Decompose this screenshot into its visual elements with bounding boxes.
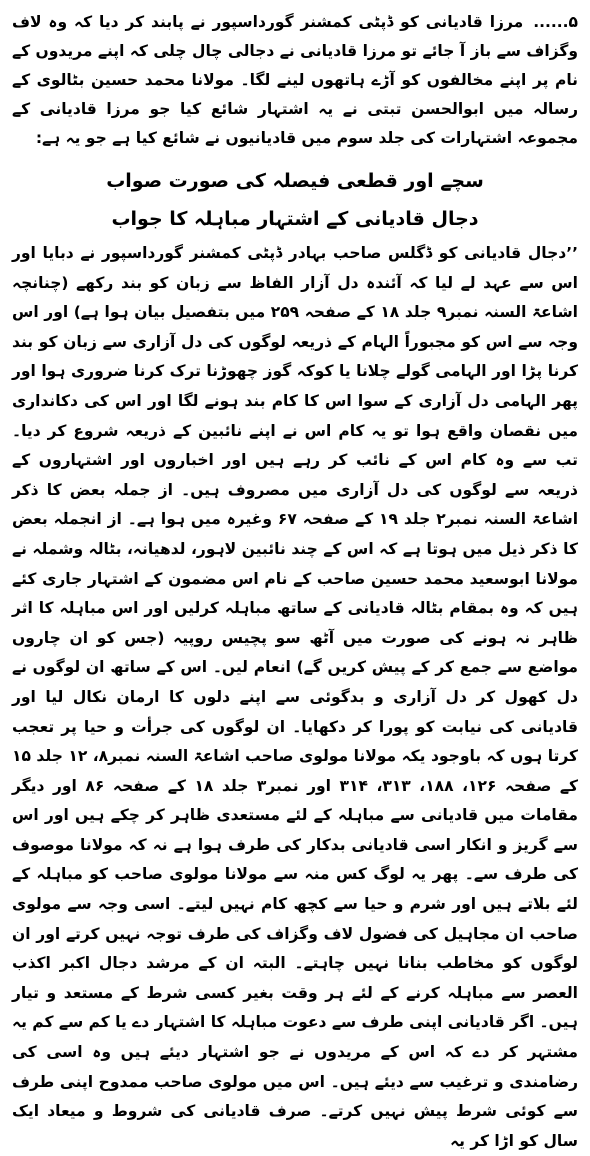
document-title: سچے اور قطعی فیصلہ کی صورت صواب: [106, 170, 484, 192]
intro-paragraph: [12, 0, 578, 153]
footnote-number: ۵......: [533, 13, 578, 31]
document-subtitle: دجال قادیانی کے اشتہار مباہلہ کا جواب: [111, 208, 479, 230]
intro-text: مرزا قادیانی کو ڈپٹی کمشنر گورداسپور نے پابند کر دیا کہ وہ لاف وگزاف سے باز آ جائے تو مرزا قادیانی نے دجالی چال چلی کہ اپنے مریدوں کے نام پر اپنے مخالفوں کو آڑے ہاتھوں لینے لگا۔ مولانا محمد حسین بٹالوی کے رسالہ میں ابوالحسن تبتی نے یہ اشتہار شائع کیا جو مرزا قادیانی کے مجموعہ اشتہارات کی جلد سوم میں قادیانیوں نے شائع کیا ہے جو یہ ہے:: [12, 13, 578, 147]
body-paragraph: ’’دجال قادیانی کو ڈگلس صاحب بہادر ڈپٹی کمشنر گورداسپور نے دبایا اور اس سے عہد لے لیا کہ آئندہ دل آزار الفاظ سے زبان کو بند رکھے (چنانچہ اشاعۃ السنہ نمبر۹ جلد ۱۸ کے صفحہ ۲۵۹ میں بتفصیل بیان ہوا ہے) اور اس وجہ سے اس کو مجبوراً الہام کے ذریعہ لوگوں کی دل آزاری سے زبان کو بند کرنا پڑا اور الہامی گولے چلانا یا کوکہ گوز چھوڑنا ترک کرنا ضروری ہوا اور پھر الہامی دل آزاری کے سوا اس کا کام بند ہونے لگا اور اس کی دکانداری میں نقصان واقع ہوا تو یہ کام اس نے اپنے نائبین کے ذریعہ شروع کر دیا۔ تب سے وہ کام اس کے نائب کر رہے ہیں اور اخباروں اور اشتہاروں کے ذریعہ سے لوگوں کی دل آزاری میں مصروف ہیں۔ از جملہ بعض کا ذکر اشاعۃ السنہ نمبر۲ جلد ۱۹ کے صفحہ ۶۷ وغیرہ میں ہوا ہے۔ از انجملہ بعض کا ذکر ذیل میں ہوتا ہے کہ اس کے چند نائبین لاہور، لدھیانہ، بٹالہ وشملہ نے مولانا ابوسعید محمد حسین صاحب کے نام اس مضمون کے اشتہار جاری کئے ہیں کہ وہ بمقام بٹالہ قادیانی کے ساتھ مباہلہ کرلیں اور اس مباہلہ کا اثر ظاہر نہ ہونے کی صورت میں آٹھ سو پچیس روپیہ (جس کو ان چاروں مواضع سے جمع کر کے پیش کریں گے) انعام لیں۔ اس کے ساتھ ان لوگوں نے دل کھول کر دل آزاری و بدگوئی سے اپنے دلوں کا ارمان نکال لیا اور قادیانی کی نیابت کو پورا کر دکھایا۔ ان لوگوں کی جرأت و حیا پر تعجب کرتا ہوں کہ باوجود یکہ مولانا مولوی صاحب اشاعۃ السنہ نمبر۸، ۱۲ جلد ۱۵ کے صفحہ ۱۲۶، ۱۸۸، ۳۱۳، ۳۱۴ اور نمبر۳ جلد ۱۸ کے صفحہ ۸۶ اور دیگر مقامات میں قادیانی سے مباہلہ کے لئے مستعدی ظاہر کر چکے ہیں اور اس سے گریز و انکار اسی قادیانی بدکار کی طرف ہوا ہے نہ کہ مولانا موصوف کی طرف سے۔ پھر یہ لوگ کس منہ سے مولانا مولوی صاحب کو مباہلہ کے لئے بلاتے ہیں اور شرم و حیا سے کچھ کام نہیں لیتے۔ اسی وجہ سے مولوی صاحب ان مجاہیل کی فضول لاف وگزاف کی طرف توجہ نہیں کرتے اور ان لوگوں کو مخاطب بنانا نہیں چاہتے۔ البتہ ان کے مرشد دجال اکبر اکذب العصر سے مباہلہ کرنے کے لئے ہر وقت بغیر کسی شرط کے مستعد و تیار ہیں۔ اگر قادیانی اپنی طرف سے دعوت مباہلہ کا اشتہار دے یا کم سے کم یہ مشتہر کر دے کہ اس کے مریدوں نے جو اشتہار دیئے ہیں وہ اسی کی رضامندی و ترغیب سے دیئے ہیں۔ اس میں مولوی صاحب ممدوح اپنی طرف سے کوئی شرط پیش نہیں کرتے۔ صرف قادیانی کی شروط و میعاد ایک سال کو اڑا کر یہ: [12, 244, 579, 1150]
